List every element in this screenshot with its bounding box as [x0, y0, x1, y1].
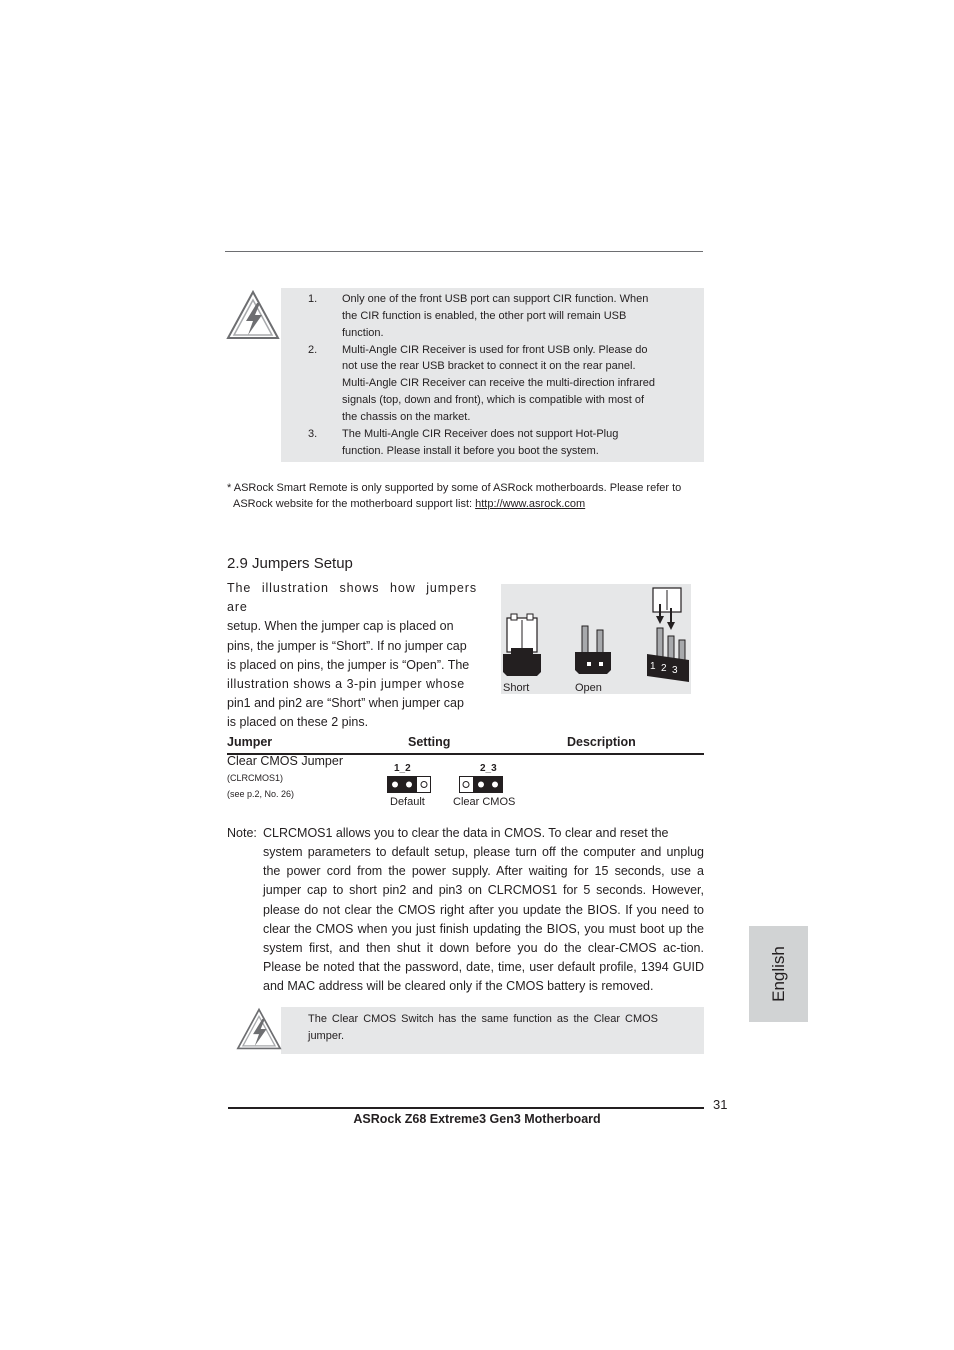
footnote [227, 480, 697, 512]
footnote-line: * ASRock Smart Remote is only supported by some of ASRock motherboards. Please refer to [227, 482, 682, 494]
top-rule [225, 251, 703, 252]
short-jumper [503, 614, 541, 676]
jumper-clear-diagram [459, 776, 503, 793]
note-line: Multi-Angle CIR Receiver can receive the multi-direction infrared [342, 377, 656, 389]
intro-line: The illustration shows how jumpers are [227, 581, 477, 615]
footnote-line [227, 496, 697, 512]
footer-rule [228, 1107, 704, 1109]
asrock-link[interactable]: http://www.asrock.com [475, 498, 586, 510]
warning-icon [236, 1007, 282, 1051]
note-first-line: CLRCMOS1 allows you to clear the data in CMOS. To clear and reset the [263, 826, 669, 840]
note-line: signals (top, down and front), which is compatible with most of [342, 394, 645, 406]
table-header-description: Description [567, 735, 636, 749]
note-line: The Multi-Angle CIR Receiver does not support Hot-Plug [342, 428, 619, 440]
jumper-code: (CLRCMOS1) [227, 773, 284, 783]
setting-clear-label: 2_3 [480, 763, 497, 774]
jumper-ref: (see p.2, No. 26) [227, 789, 295, 799]
intro-line: illustration shows a 3-pin jumper whose [227, 677, 465, 692]
intro-line: pin1 and pin2 are “Short” when jumper cap [227, 696, 464, 711]
setting-default-label: 1_2 [394, 763, 411, 774]
clear-cmos-switch-note: The Clear CMOS Switch has the same function as the Clear CMOS jumper. [308, 1013, 658, 1042]
jumper-illustration [501, 584, 691, 694]
note-number: 3. [308, 428, 318, 440]
note-line: function. [342, 327, 384, 339]
page-number: 31 [713, 1097, 728, 1112]
pin-label: 1 [650, 661, 656, 672]
language-tab-label: English [768, 946, 788, 1002]
note-line: Multi-Angle CIR Receiver is used for front USB only. Please do [342, 344, 648, 356]
jumper-name: Clear CMOS Jumper [227, 754, 343, 768]
pin-label: 2 [661, 663, 667, 674]
intro-paragraph [227, 579, 477, 733]
note-line: the CIR function is enabled, the other port will remain USB [342, 310, 627, 322]
note-line: not use the rear USB bracket to connect it on the rear panel. [342, 360, 636, 372]
table-header-setting: Setting [408, 735, 451, 749]
intro-line: is placed on these 2 pins. [227, 715, 369, 730]
note-number: 1. [308, 293, 318, 305]
warning-icon [226, 289, 280, 341]
table-header-jumper: Jumper [227, 735, 273, 749]
open-label: Open [575, 682, 602, 694]
short-label: Short [503, 682, 530, 694]
setting-default-caption: Default [390, 796, 425, 808]
intro-line: setup. When the jumper cap is placed on [227, 619, 454, 634]
note-body: system parameters to default setup, please turn off the computer and unplug the power cord from the power supply. After waiting for 15 seconds, use a jumper cap to short pin2 and pin3 on CLRCMOS1 for 5 seconds. However, please do not clear the CMOS right after you update the BIOS. If you need to clear the CMOS when you just finish updating the BIOS, you must boot up the system first, and then shut it down before you do the clear-CMOS ac-tion. Please be noted that the password, date, time, user default profile, 1394 GUID and MAC address will be cleared only if the CMOS battery is removed. [263, 845, 704, 994]
intro-line: pins, the jumper is “Short”. If no jumper cap [227, 638, 467, 653]
note-line: Only one of the front USB port can support CIR function. When [342, 293, 649, 305]
pin-label: 3 [672, 665, 678, 676]
note-label: Note: [227, 826, 257, 840]
note-number: 2. [308, 344, 318, 356]
intro-line: is placed on pins, the jumper is “Open”. The [227, 657, 470, 672]
setting-clear-caption: Clear CMOS [453, 796, 516, 808]
note-line: the chassis on the market. [342, 411, 471, 423]
section-title: 2.9 Jumpers Setup [227, 555, 353, 572]
footnote-text: ASRock website for the motherboard support list: [233, 498, 476, 510]
language-tab [749, 926, 808, 1022]
jumper-default-diagram [387, 776, 431, 793]
note-line: function. Please install it before you boot the system. [342, 445, 599, 457]
footer-title: ASRock Z68 Extreme3 Gen3 Motherboard [353, 1112, 601, 1126]
